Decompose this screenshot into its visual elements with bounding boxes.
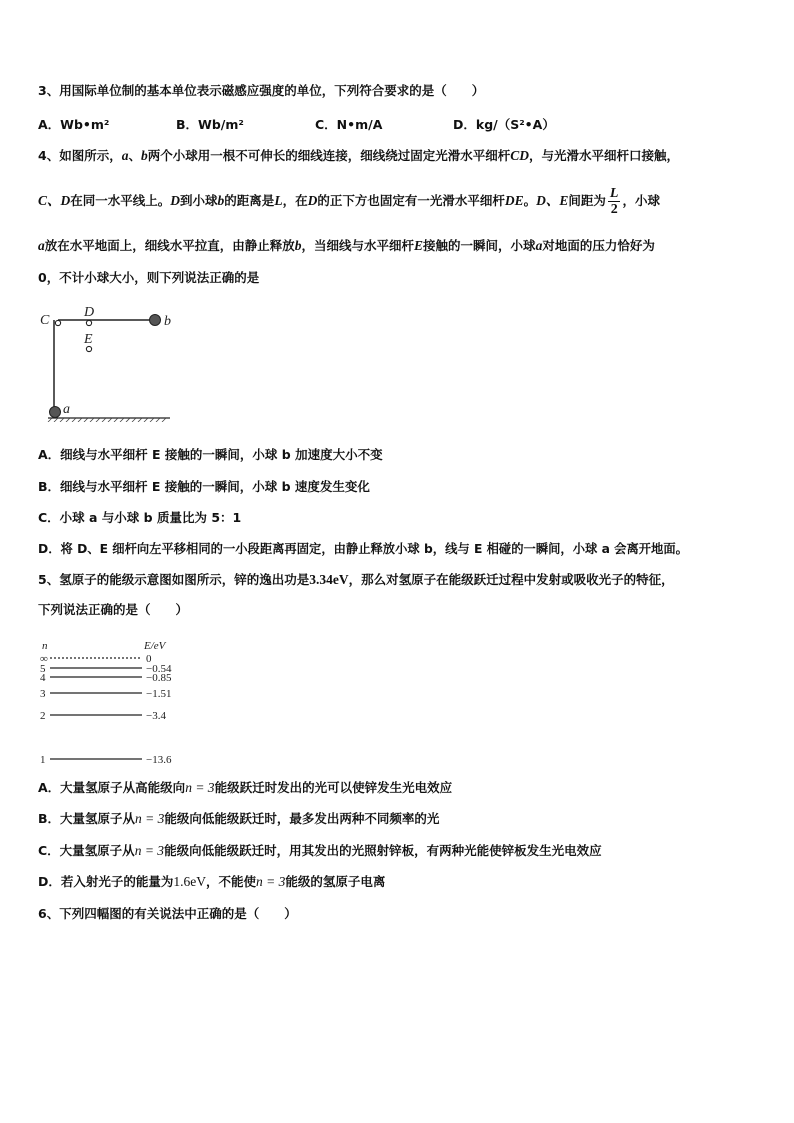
energy-level-diagram <box>38 638 198 770</box>
q5-option-d: D．若入射光子的能量为1.6eV，不能使n = 3能级的氢原子电离 <box>38 874 386 889</box>
level-energy-label: −3.4 <box>146 710 166 722</box>
label-d: D <box>84 305 95 320</box>
q3-option-d: D．kg/（S²•A） <box>453 117 555 132</box>
fraction-L-over-2: $\frac{L}{2}$ <box>609 186 619 217</box>
q5-stem-line2: 下列说法正确的是（ ） <box>38 602 189 617</box>
q3-option-b: B．Wb/m² <box>176 117 244 132</box>
ball-b <box>150 315 161 326</box>
q4-stem-line3: a放在水平地面上，细线水平拉直，由静止释放b，当细线与水平细杆E接触的一瞬间，小球a对地面的压力恰好为 <box>38 238 655 253</box>
q4-option-b: B．细线与水平细杆 E 接触的一瞬间，小球 b 速度发生变化 <box>38 479 370 494</box>
q4-figure <box>36 302 186 422</box>
label-a: a <box>63 402 70 417</box>
q4-stem-line2: C、D在同一水平线上。D到小球b的距离是L，在D的正下方也固定有一光滑水平细杆DE。D、E间距为 $\frac{L}{2}$ ，小球 <box>38 186 660 217</box>
label-c: C <box>40 313 50 328</box>
level-n-label: 2 <box>40 710 46 722</box>
level-energy-label: −13.6 <box>146 754 172 766</box>
q5-option-a: A．大量氢原子从高能级向n = 3能级跃迁时发出的光可以使锌发生光电效应 <box>38 780 453 795</box>
level-n-label: ∞ <box>40 653 48 665</box>
level-n-label: 4 <box>40 672 46 684</box>
q3-option-a: A．Wb•m² <box>38 117 110 132</box>
q5-option-c: C．大量氢原子从n = 3能级向低能级跃迁时，用其发出的光照射锌板，有两种光能使锌板发生光电效应 <box>38 843 602 858</box>
peg-c <box>55 320 60 325</box>
q3-option-c: C．N•m/A <box>315 117 383 132</box>
energy-axis-label: E/eV <box>144 640 166 652</box>
q4-stem-line1: 4、如图所示，a、b两个小球用一根不可伸长的细线连接，细线绕过固定光滑水平细杆CD，与光滑水平细杆口接触， <box>38 148 680 163</box>
peg-e <box>86 346 91 351</box>
level-n-label: 3 <box>40 688 46 700</box>
ground-hatch <box>48 418 166 422</box>
ball-a <box>50 407 61 418</box>
peg-d <box>86 320 91 325</box>
q4-stem-line4: 0，不计小球大小，则下列说法正确的是 <box>38 270 260 285</box>
level-n-label: 5 <box>40 663 46 675</box>
q6-stem: 6、下列四幅图的有关说法中正确的是（ ） <box>38 906 297 921</box>
q5-option-b: B．大量氢原子从n = 3能级向低能级跃迁时，最多发出两种不同频率的光 <box>38 811 440 826</box>
q3-stem: 3、用国际单位制的基本单位表示磁感应强度的单位，下列符合要求的是（ ） <box>38 83 485 98</box>
label-e: E <box>84 332 93 347</box>
label-b: b <box>164 314 171 329</box>
level-energy-label: −1.51 <box>146 688 172 700</box>
q4-option-d: D．将 D、E 细杆向左平移相同的一小段距离再固定，由静止释放小球 b，线与 E 相碰的一瞬间，小球 a 会离开地面。 <box>38 542 688 556</box>
level-energy-label: −0.85 <box>146 672 172 684</box>
q5-stem-line1: 5、氢原子的能级示意图如图所示，锌的逸出功是3.34eV，那么对氢原子在能级跃迁过程中发射或吸收光子的特征， <box>38 572 674 587</box>
n-axis-label: n <box>42 640 48 652</box>
q4-option-c: C．小球 a 与小球 b 质量比为 5：1 <box>38 510 242 525</box>
level-energy-label: 0 <box>146 653 152 665</box>
q4-option-a: A．细线与水平细杆 E 接触的一瞬间，小球 b 加速度大小不变 <box>38 447 383 462</box>
level-energy-label: −0.54 <box>146 663 172 675</box>
level-n-label: 1 <box>40 754 46 766</box>
